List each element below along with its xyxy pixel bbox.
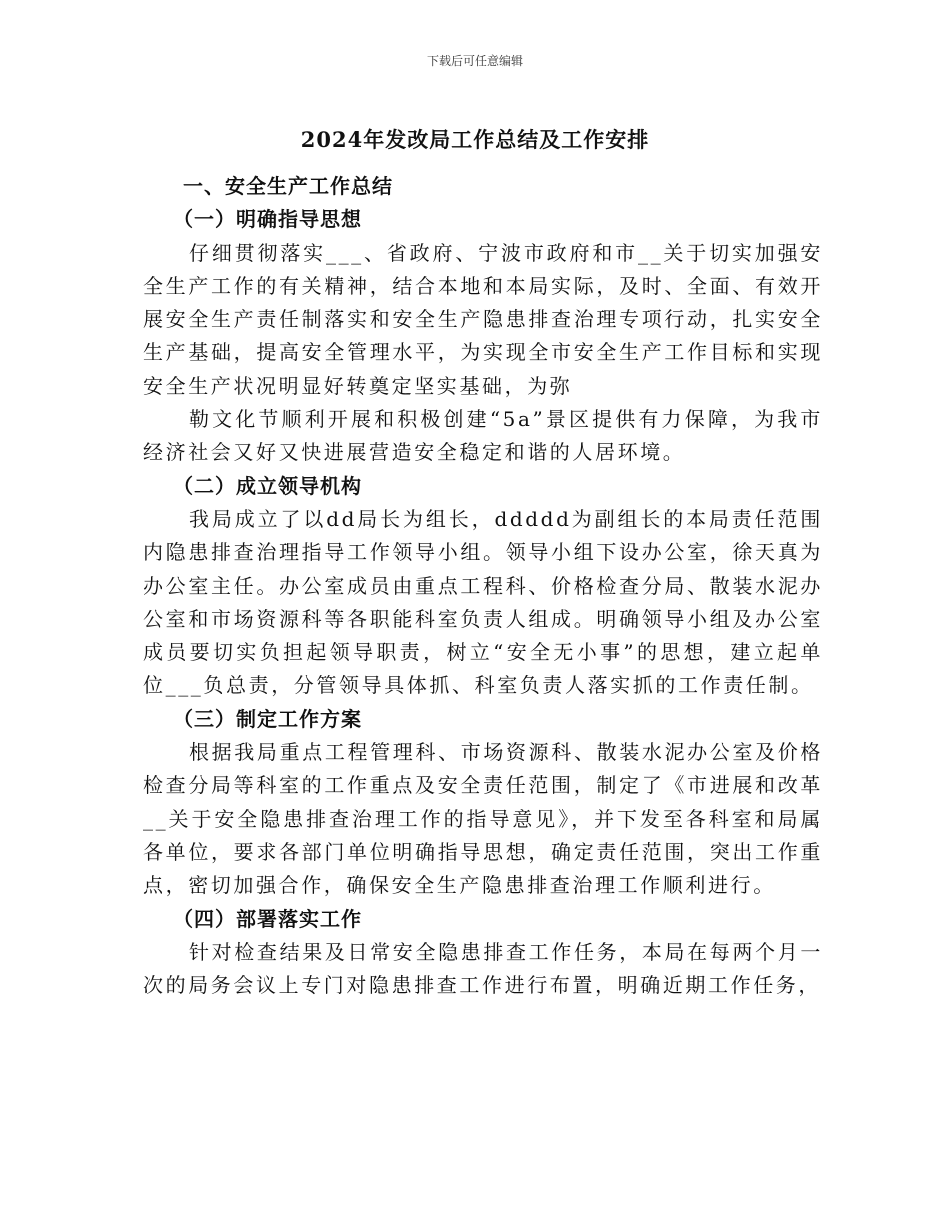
paragraph: 勒文化节顺利开展和积极创建“5a”景区提供有力保障，为我市经济社会又好又快进展营造安全稳定和谐的人居环境。 bbox=[143, 407, 823, 465]
document-title: 2024年发改局工作总结及工作安排 bbox=[300, 127, 650, 152]
header-note: 下载后可任意编辑 bbox=[426, 54, 523, 68]
section-heading: 一、安全生产工作总结 bbox=[183, 174, 393, 198]
paragraph: 针对检查结果及日常安全隐患排查工作任务，本局在每两个月一次的局务会议上专门对隐患排查工作进行布置，明确近期工作任务， bbox=[143, 939, 823, 998]
subsection-heading-4: （四）部署落实工作 bbox=[173, 906, 362, 931]
paragraph: 仔细贯彻落实___、省政府、宁波市政府和市__关于切实加强安全生产工作的有关精神，结合本地和本局实际，及时、全面、有效开展安全生产责任制落实和安全生产隐患排查治理专项行动，扎实安全生产基础，提高安全管理水平，为实现全市安全生产工作目标和实现安全生产状况明显好转奠定坚实基础，为弥 bbox=[143, 240, 823, 398]
document-body bbox=[143, 170, 823, 1002]
subsection-heading-1: （一）明确指导思想 bbox=[173, 207, 362, 232]
subsection-heading-3: （三）制定工作方案 bbox=[173, 706, 362, 731]
paragraph: 我局成立了以dd局长为组长，ddddd为副组长的本局责任范围内隐患排查治理指导工作领导小组。领导小组下设办公室，徐天真为办公室主任。办公室成员由重点工程科、价格检查分局、散装水泥办公室和市场资源科等各职能科室负责人组成。明确领导小组及办公室成员要切实负担起领导职责，树立“安全无小事”的思想，建立起单位___负总责，分管领导具体抓、科室负责人落实抓的工作责任制。 bbox=[143, 506, 823, 698]
subsection-heading-2: （二）成立领导机构 bbox=[173, 473, 362, 498]
paragraph: 根据我局重点工程管理科、市场资源科、散装水泥办公室及价格检查分局等科室的工作重点及安全责任范围，制定了《市进展和改革__关于安全隐患排查治理工作的指导意见》，并下发至各科室和局属各单位，要求各部门单位明确指导思想，确定责任范围，突出工作重点，密切加强合作，确保安全生产隐患排查治理工作顺利进行。 bbox=[143, 740, 823, 898]
